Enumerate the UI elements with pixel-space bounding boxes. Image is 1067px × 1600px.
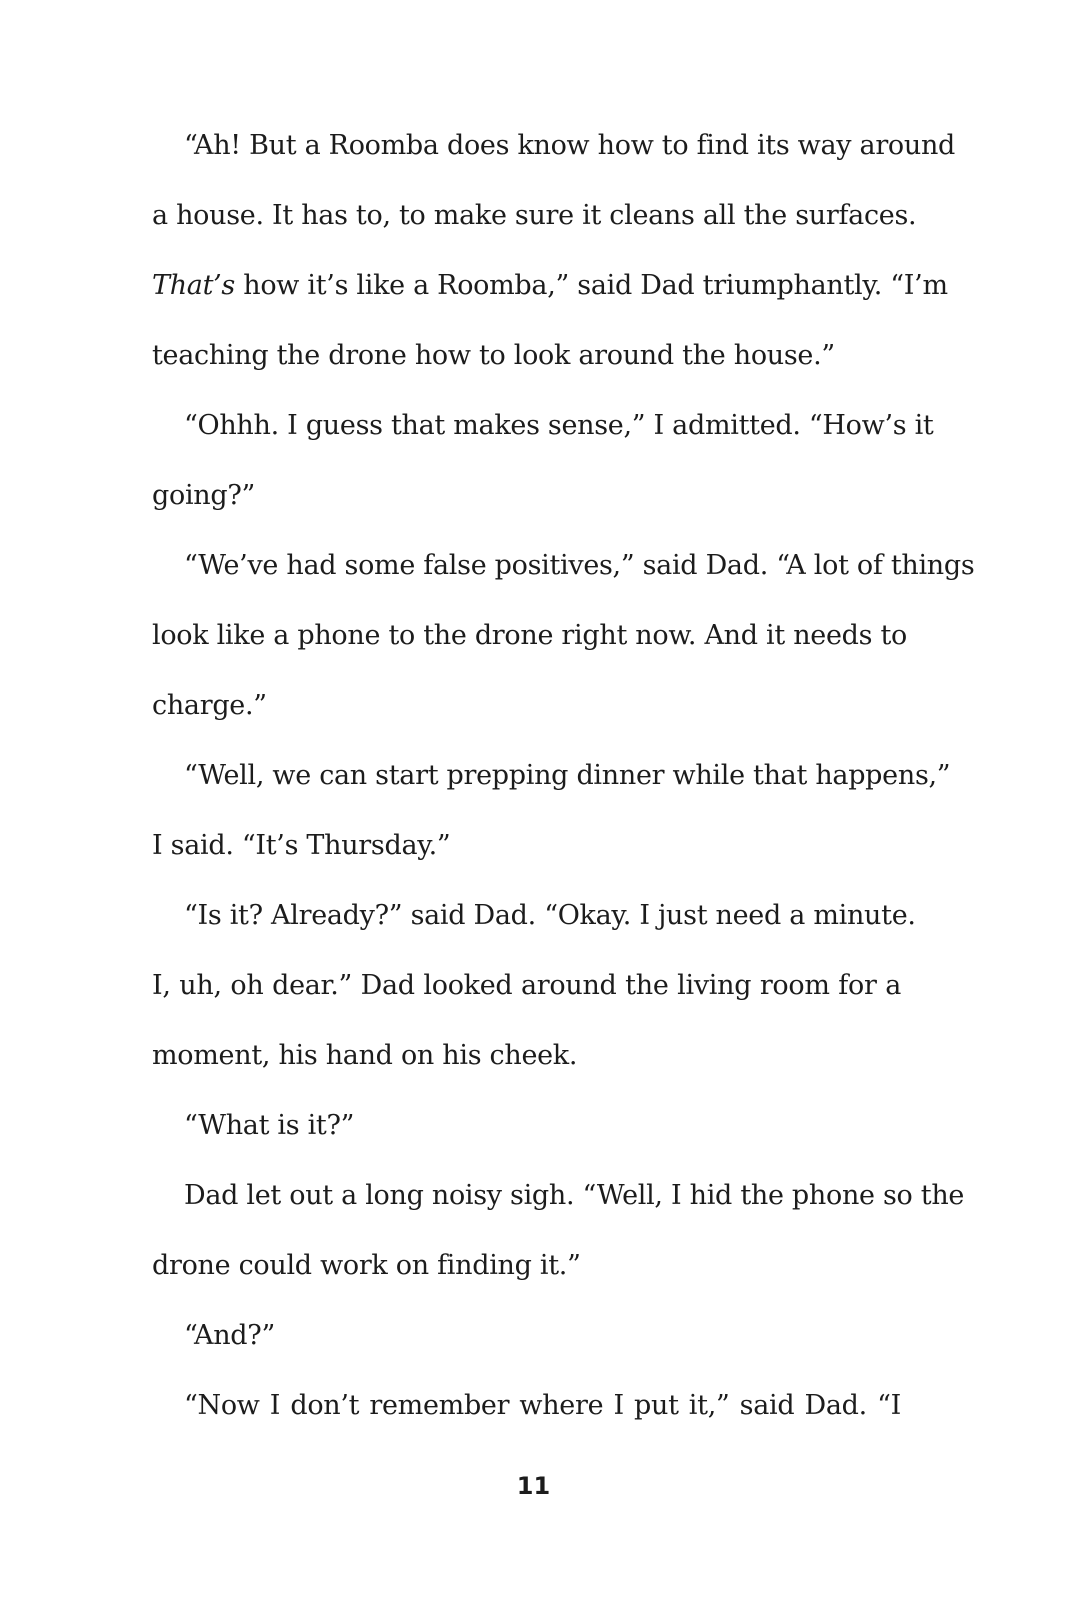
italic-word: That’s: [152, 270, 235, 301]
text-line: “Ah! But a Roomba does know how to find its way around: [184, 130, 956, 161]
text-line: “And?”: [184, 1320, 275, 1351]
text-line: drone could work on finding it.”: [152, 1250, 581, 1281]
text-line: “Is it? Already?” said Dad. “Okay. I just need a minute.: [184, 900, 916, 931]
text-line: teaching the drone how to look around the house.”: [152, 340, 835, 371]
text-line: I, uh, oh dear.” Dad looked around the living room for a: [152, 970, 901, 1001]
text-line: “Ohhh. I guess that makes sense,” I admitted. “How’s it: [184, 410, 934, 441]
text-line: [152, 264, 948, 308]
text-line: look like a phone to the drone right now. And it needs to: [152, 620, 907, 651]
text-line: moment, his hand on his cheek.: [152, 1040, 578, 1071]
text-line: Dad let out a long noisy sigh. “Well, I hid the phone so the: [184, 1180, 965, 1211]
text-line-rest: how it’s like a Roomba,” said Dad triumphantly. “I’m: [234, 270, 948, 301]
page-number: 11: [516, 1472, 551, 1500]
text-line: “We’ve had some false positives,” said Dad. “A lot of things: [184, 550, 975, 581]
text-line: “Now I don’t remember where I put it,” said Dad. “I: [184, 1390, 901, 1421]
text-line: “Well, we can start prepping dinner while that happens,”: [184, 760, 951, 791]
text-line: “What is it?”: [184, 1110, 355, 1141]
text-line: a house. It has to, to make sure it cleans all the surfaces.: [152, 200, 917, 231]
text-line: going?”: [152, 480, 256, 511]
text-line: charge.”: [152, 690, 267, 721]
text-line: I said. “It’s Thursday.”: [152, 830, 451, 861]
